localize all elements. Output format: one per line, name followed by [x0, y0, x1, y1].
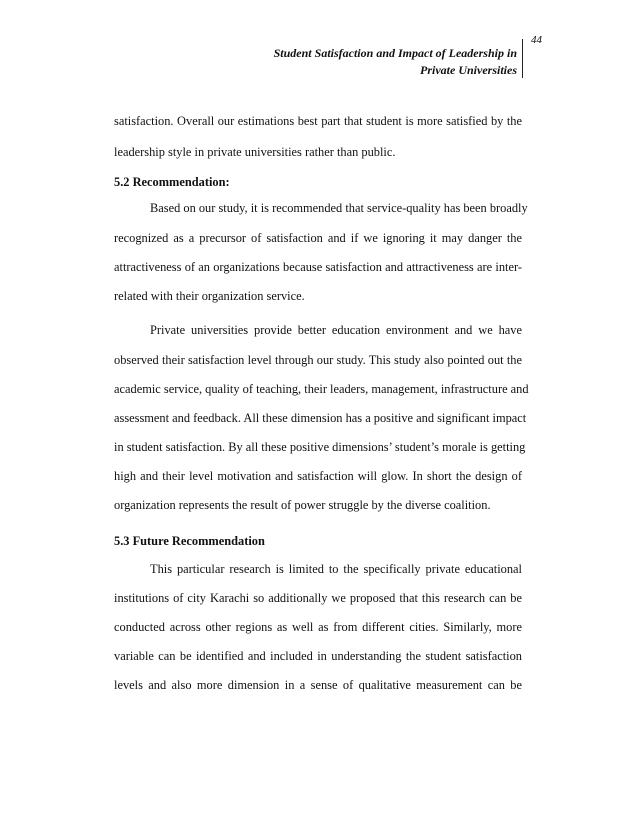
header-divider	[522, 39, 523, 78]
text-line: conducted across other regions as well as from different cities. Similarly, more	[114, 620, 522, 634]
text-line: attractiveness of an organizations because satisfaction and attractiveness are inter-	[114, 260, 522, 274]
text-line: assessment and feedback. All these dimension has a positive and significant impact	[114, 411, 527, 425]
header-title	[157, 45, 517, 79]
text-line: satisfaction. Overall our estimations best part that student is more satisfied by the	[114, 114, 522, 128]
text-line: This particular research is limited to the specifically private educational	[150, 562, 522, 576]
text-line: high and their level motivation and satisfaction will glow. In short the design of	[114, 469, 522, 483]
text-line: academic service, quality of teaching, their leaders, management, infrastructure and	[114, 382, 529, 396]
text-line: recognized as a precursor of satisfaction and if we ignoring it may danger the	[114, 231, 522, 245]
text-line: organization represents the result of power struggle by the diverse coalition.	[114, 498, 491, 512]
text-line: variable can be identified and included in understanding the student satisfaction	[114, 649, 522, 663]
text-line: related with their organization service.	[114, 289, 305, 303]
section-heading-5-2: 5.2 Recommendation:	[114, 175, 230, 189]
text-line: Private universities provide better education environment and we have	[150, 323, 522, 337]
text-line: levels and also more dimension in a sense of qualitative measurement can be	[114, 678, 522, 692]
text-line: institutions of city Karachi so additionally we proposed that this research can be	[114, 591, 522, 605]
header-title-line-1: Student Satisfaction and Impact of Leadership in	[273, 46, 517, 60]
text-line: leadership style in private universities rather than public.	[114, 145, 396, 159]
text-line: in student satisfaction. By all these positive dimensions’ student’s morale is getting	[114, 440, 526, 454]
text-line: Based on our study, it is recommended that service-quality has been broadly	[150, 201, 528, 215]
text-line: observed their satisfaction level through our study. This study also pointed out the	[114, 353, 522, 367]
page-number: 44	[531, 34, 542, 46]
section-heading-5-3: 5.3 Future Recommendation	[114, 534, 265, 548]
header-title-line-2: Private Universities	[420, 63, 517, 77]
